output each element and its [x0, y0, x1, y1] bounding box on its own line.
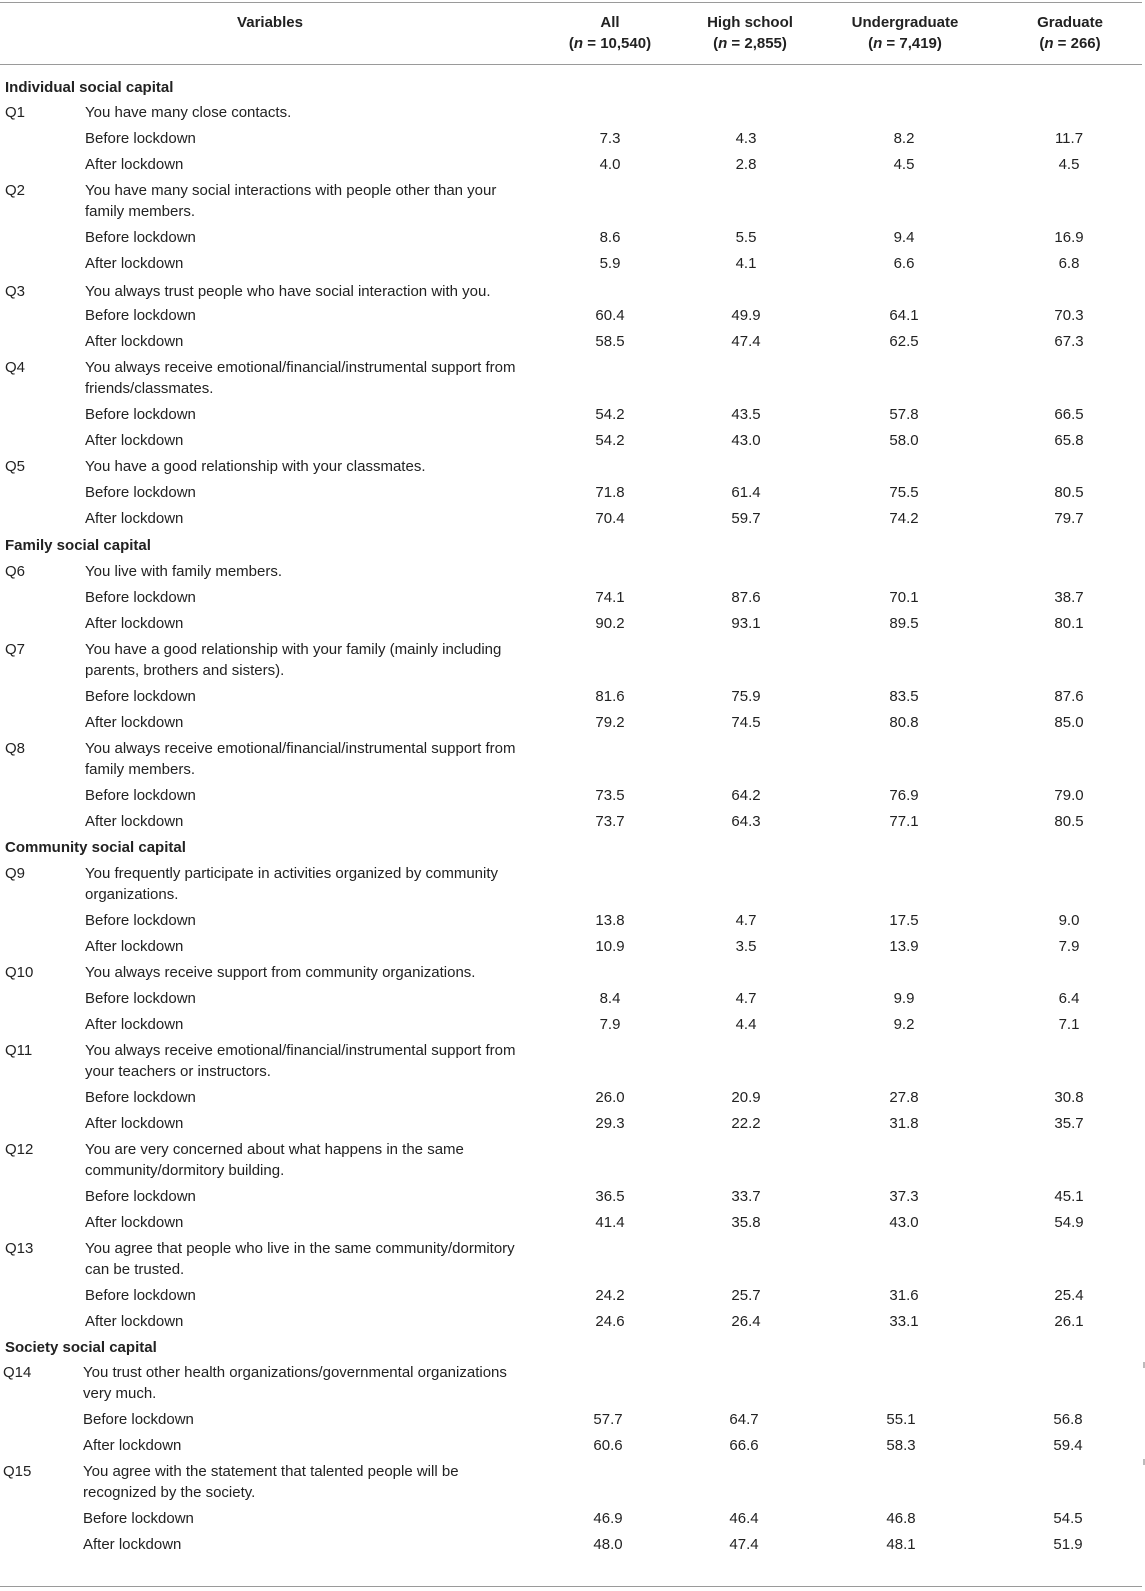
question-id: Q4: [5, 359, 26, 376]
header-graduate-n: (n = 266): [1039, 35, 1101, 52]
section-title: Society social capital: [5, 1339, 157, 1356]
value-cell: 3.5: [735, 938, 757, 955]
question-id: Q6: [5, 563, 26, 580]
value-cell: 43.5: [731, 406, 761, 423]
header-high-school-label: High school: [707, 14, 793, 31]
value-cell: 16.9: [1054, 229, 1084, 246]
after-lockdown-label: After lockdown: [85, 1214, 184, 1231]
value-cell: 26.0: [595, 1089, 625, 1106]
value-cell: 6.8: [1058, 255, 1080, 272]
value-cell: 85.0: [1054, 714, 1084, 731]
value-cell: 7.9: [599, 1016, 621, 1033]
question-text: You have a good relationship with your classmates.: [85, 458, 426, 475]
value-cell: 45.1: [1054, 1188, 1084, 1205]
header-undergraduate: [840, 12, 970, 54]
question-text: You always trust people who have social interaction with you.: [85, 283, 491, 300]
value-cell: 48.0: [593, 1536, 623, 1553]
value-cell: 4.0: [599, 156, 621, 173]
after-lockdown-label: After lockdown: [85, 813, 184, 830]
value-cell: 80.1: [1054, 615, 1084, 632]
value-cell: 54.2: [595, 432, 625, 449]
header-all: [560, 12, 660, 54]
value-cell: 17.5: [889, 912, 919, 929]
value-cell: 26.4: [731, 1313, 761, 1330]
question-text: You frequently participate in activities organized by community organizations.: [85, 865, 498, 903]
question-text: You have a good relationship with your family (mainly including parents, brothers and sisters).: [85, 641, 502, 679]
section-title: Individual social capital: [5, 79, 174, 96]
header-graduate-label: Graduate: [1037, 14, 1103, 31]
value-cell: 4.5: [1058, 156, 1080, 173]
value-cell: 7.9: [1058, 938, 1080, 955]
question-id: Q15: [3, 1463, 32, 1480]
value-cell: 4.3: [735, 130, 757, 147]
value-cell: 4.5: [893, 156, 915, 173]
value-cell: 13.9: [889, 938, 919, 955]
header-variables: Variables: [237, 14, 303, 31]
header-undergraduate-label: Undergraduate: [851, 14, 959, 31]
after-lockdown-label: After lockdown: [85, 255, 184, 272]
value-cell: 4.4: [735, 1016, 757, 1033]
value-cell: 80.5: [1054, 484, 1084, 501]
value-cell: 87.6: [731, 589, 761, 606]
question-text: You always receive emotional/financial/instrumental support from your teachers or instructors.: [85, 1042, 516, 1080]
after-lockdown-label: After lockdown: [85, 333, 184, 350]
value-cell: 11.7: [1054, 130, 1084, 147]
after-lockdown-label: After lockdown: [85, 1115, 184, 1132]
value-cell: 4.7: [735, 990, 757, 1007]
value-cell: 25.7: [731, 1287, 761, 1304]
value-cell: 9.2: [893, 1016, 915, 1033]
value-cell: 66.5: [1054, 406, 1084, 423]
question-id: Q5: [5, 458, 26, 475]
after-lockdown-label: After lockdown: [85, 615, 184, 632]
after-lockdown-label: After lockdown: [85, 156, 184, 173]
value-cell: 64.1: [889, 307, 919, 324]
value-cell: 31.8: [889, 1115, 919, 1132]
after-lockdown-label: After lockdown: [85, 432, 184, 449]
value-cell: 83.5: [889, 688, 919, 705]
before-lockdown-label: Before lockdown: [85, 1089, 196, 1106]
value-cell: 74.2: [889, 510, 919, 527]
after-lockdown-label: After lockdown: [83, 1536, 182, 1553]
value-cell: 35.8: [731, 1214, 761, 1231]
before-lockdown-label: Before lockdown: [85, 406, 196, 423]
after-lockdown-label: After lockdown: [85, 938, 184, 955]
value-cell: 5.5: [735, 229, 757, 246]
question-text: You always receive emotional/financial/instrumental support from family members.: [85, 740, 516, 778]
value-cell: 20.9: [731, 1089, 761, 1106]
value-cell: 71.8: [595, 484, 625, 501]
before-lockdown-label: Before lockdown: [85, 1287, 196, 1304]
value-cell: 29.3: [595, 1115, 625, 1132]
value-cell: 8.2: [893, 130, 915, 147]
question-id: Q2: [5, 182, 26, 199]
value-cell: 36.5: [595, 1188, 625, 1205]
value-cell: 80.5: [1054, 813, 1084, 830]
before-lockdown-label: Before lockdown: [85, 229, 196, 246]
value-cell: 57.7: [593, 1411, 623, 1428]
question-id: Q8: [5, 740, 26, 757]
value-cell: 9.4: [893, 229, 915, 246]
question-text: You trust other health organizations/governmental organizations very much.: [83, 1364, 507, 1402]
value-cell: 58.0: [889, 432, 919, 449]
before-lockdown-label: Before lockdown: [85, 1188, 196, 1205]
question-id: Q12: [5, 1141, 34, 1158]
question-text: You agree that people who live in the same community/dormitory can be trusted.: [85, 1240, 515, 1278]
value-cell: 73.5: [595, 787, 625, 804]
value-cell: 5.9: [599, 255, 621, 272]
value-cell: 79.0: [1054, 787, 1084, 804]
value-cell: 60.6: [593, 1437, 623, 1454]
value-cell: 8.4: [599, 990, 621, 1007]
value-cell: 38.7: [1054, 589, 1084, 606]
value-cell: 7.1: [1058, 1016, 1080, 1033]
value-cell: 76.9: [889, 787, 919, 804]
value-cell: 58.3: [886, 1437, 916, 1454]
before-lockdown-label: Before lockdown: [83, 1510, 194, 1527]
before-lockdown-label: Before lockdown: [85, 787, 196, 804]
question-text: You have many social interactions with people other than your family members.: [85, 182, 497, 220]
value-cell: 79.2: [595, 714, 625, 731]
value-cell: 24.6: [595, 1313, 625, 1330]
value-cell: 66.6: [729, 1437, 759, 1454]
value-cell: 33.7: [731, 1188, 761, 1205]
value-cell: 4.1: [735, 255, 757, 272]
value-cell: 62.5: [889, 333, 919, 350]
value-cell: 26.1: [1054, 1313, 1084, 1330]
value-cell: 22.2: [731, 1115, 761, 1132]
before-lockdown-label: Before lockdown: [85, 130, 196, 147]
header-all-label: All: [600, 14, 620, 31]
value-cell: 10.9: [595, 938, 625, 955]
value-cell: 75.5: [889, 484, 919, 501]
table-bottom-rule: [0, 1586, 1142, 1587]
value-cell: 49.9: [731, 307, 761, 324]
value-cell: 58.5: [595, 333, 625, 350]
header-rule: [0, 64, 1142, 65]
value-cell: 33.1: [889, 1313, 919, 1330]
after-lockdown-label: After lockdown: [85, 510, 184, 527]
value-cell: 67.3: [1054, 333, 1084, 350]
question-id: Q14: [3, 1364, 32, 1381]
value-cell: 75.9: [731, 688, 761, 705]
after-lockdown-label: After lockdown: [85, 714, 184, 731]
question-text: You are very concerned about what happens in the same community/dormitory building.: [85, 1141, 464, 1179]
value-cell: 35.7: [1054, 1115, 1084, 1132]
section-title: Family social capital: [5, 537, 151, 554]
value-cell: 27.8: [889, 1089, 919, 1106]
value-cell: 74.1: [595, 589, 625, 606]
value-cell: 54.9: [1054, 1214, 1084, 1231]
value-cell: 59.7: [731, 510, 761, 527]
value-cell: 46.4: [729, 1510, 759, 1527]
value-cell: 6.6: [893, 255, 915, 272]
value-cell: 37.3: [889, 1188, 919, 1205]
question-text: You agree with the statement that talented people will be recognized by the society.: [83, 1463, 459, 1501]
before-lockdown-label: Before lockdown: [85, 307, 196, 324]
value-cell: 73.7: [595, 813, 625, 830]
value-cell: 7.3: [599, 130, 621, 147]
before-lockdown-label: Before lockdown: [85, 589, 196, 606]
header-graduate: [1020, 12, 1120, 54]
value-cell: 60.4: [595, 307, 625, 324]
value-cell: 70.4: [595, 510, 625, 527]
question-id: Q11: [5, 1042, 33, 1059]
value-cell: 25.4: [1054, 1287, 1084, 1304]
value-cell: 70.1: [889, 589, 919, 606]
value-cell: 43.0: [731, 432, 761, 449]
value-cell: 43.0: [889, 1214, 919, 1231]
value-cell: 64.2: [731, 787, 761, 804]
value-cell: 13.8: [595, 912, 625, 929]
value-cell: 8.6: [599, 229, 621, 246]
value-cell: 90.2: [595, 615, 625, 632]
before-lockdown-label: Before lockdown: [85, 688, 196, 705]
question-text: You live with family members.: [85, 563, 283, 580]
value-cell: 61.4: [731, 484, 761, 501]
question-id: Q13: [5, 1240, 34, 1257]
value-cell: 81.6: [595, 688, 625, 705]
header-high-school: [695, 12, 805, 54]
value-cell: 64.7: [729, 1411, 759, 1428]
value-cell: 57.8: [889, 406, 919, 423]
question-id: Q1: [5, 104, 26, 121]
value-cell: 59.4: [1053, 1437, 1083, 1454]
value-cell: 64.3: [731, 813, 761, 830]
value-cell: 6.4: [1058, 990, 1080, 1007]
table-top-rule: [0, 2, 1142, 3]
before-lockdown-label: Before lockdown: [85, 912, 196, 929]
header-all-n: (n = 10,540): [568, 35, 652, 52]
after-lockdown-label: After lockdown: [85, 1313, 184, 1330]
value-cell: 70.3: [1054, 307, 1084, 324]
question-id: Q9: [5, 865, 26, 882]
value-cell: 2.8: [735, 156, 757, 173]
value-cell: 9.9: [893, 990, 915, 1007]
question-id: Q10: [5, 964, 34, 981]
after-lockdown-label: After lockdown: [83, 1437, 182, 1454]
value-cell: 56.8: [1053, 1411, 1083, 1428]
value-cell: 54.5: [1053, 1510, 1083, 1527]
question-text: You always receive emotional/financial/instrumental support from friends/classmates.: [85, 359, 516, 397]
value-cell: 48.1: [886, 1536, 916, 1553]
value-cell: 65.8: [1054, 432, 1084, 449]
value-cell: 87.6: [1054, 688, 1084, 705]
value-cell: 79.7: [1054, 510, 1084, 527]
value-cell: 74.5: [731, 714, 761, 731]
before-lockdown-label: Before lockdown: [83, 1411, 194, 1428]
value-cell: 47.4: [731, 333, 761, 350]
value-cell: 4.7: [735, 912, 757, 929]
value-cell: 93.1: [731, 615, 761, 632]
value-cell: 9.0: [1058, 912, 1080, 929]
value-cell: 80.8: [889, 714, 919, 731]
question-id: Q3: [5, 283, 26, 300]
value-cell: 46.9: [593, 1510, 623, 1527]
value-cell: 24.2: [595, 1287, 625, 1304]
value-cell: 89.5: [889, 615, 919, 632]
header-high-school-n: (n = 2,855): [713, 35, 787, 52]
section-title: Community social capital: [5, 839, 186, 856]
value-cell: 77.1: [889, 813, 919, 830]
question-text: You have many close contacts.: [85, 104, 292, 121]
before-lockdown-label: Before lockdown: [85, 484, 196, 501]
value-cell: 30.8: [1054, 1089, 1084, 1106]
value-cell: 31.6: [889, 1287, 919, 1304]
value-cell: 47.4: [729, 1536, 759, 1553]
value-cell: 41.4: [595, 1214, 625, 1231]
header-undergraduate-n: (n = 7,419): [868, 35, 942, 52]
question-text: You always receive support from community organizations.: [85, 964, 476, 981]
after-lockdown-label: After lockdown: [85, 1016, 184, 1033]
value-cell: 55.1: [886, 1411, 916, 1428]
question-id: Q7: [5, 641, 26, 658]
value-cell: 46.8: [886, 1510, 916, 1527]
before-lockdown-label: Before lockdown: [85, 990, 196, 1007]
value-cell: 54.2: [595, 406, 625, 423]
value-cell: 51.9: [1053, 1536, 1083, 1553]
